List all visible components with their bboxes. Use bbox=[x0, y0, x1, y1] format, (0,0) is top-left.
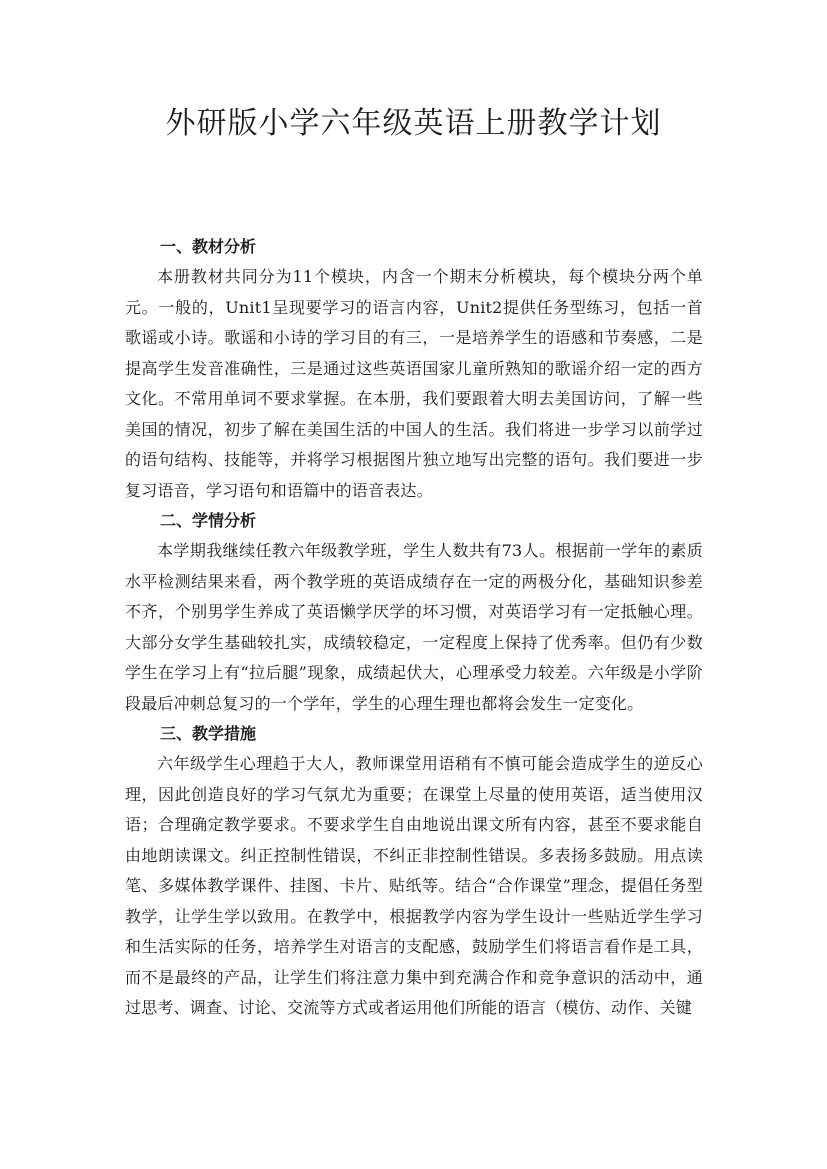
page-title: 外研版小学六年级英语上册教学计划 bbox=[165, 106, 662, 141]
section-heading-textbook-analysis: 一、教材分析 bbox=[160, 237, 257, 256]
document-body bbox=[125, 232, 703, 1024]
section-paragraph-teaching-measures: 六年级学生心理趋于大人，教师课堂用语稍有不慎可能会造成学生的逆反心理，因此创造良好的学习气氛尤为重要；在课堂上尽量的使用英语，适当使用汉语；合理确定教学要求。不要求学生自由地说出课文所有内容，甚至不要求能自由地朗读课文。纠正控制性错误，不纠正非控制性错误。多表扬多鼓励。用点读笔、多媒体教学课件、挂图、卡片、贴纸等。结合“合作课堂”理念，提倡任务型教学，让学生学以致用。在教学中，根据教学内容为学生设计一些贴近学生学习和生活实际的任务，培养学生对语言的支配感，鼓励学生们将语言看作是工具，而不是最终的产品，让学生们将注意力集中到充满合作和竞争意识的活动中，通过思考、调查、讨论、交流等方式或者运用他们所能的语言（模仿、动作、关键 bbox=[125, 754, 703, 1017]
section-heading-teaching-measures: 三、教学措施 bbox=[160, 724, 257, 743]
section-paragraph-student-analysis: 本学期我继续任教六年级教学班，学生人数共有73人。根据前一学年的素质水平检测结果来看，两个教学班的英语成绩存在一定的两极分化，基础知识参差不齐，个别男学生养成了英语懒学厌学的坏习惯，对英语学习有一定抵触心理。大部分女学生基础较扎实，成绩较稳定，一定程度上保持了优秀率。但仍有少数学生在学习上有“拉后腿”现象，成绩起伏大，心理承受力较差。六年级是小学阶段最后冲刺总复习的一个学年，学生的心理生理也都将会发生一定变化。 bbox=[125, 541, 703, 713]
section-heading-student-analysis: 二、学情分析 bbox=[160, 511, 257, 530]
section-paragraph-textbook-analysis: 本册教材共同分为11个模块，内含一个期末分析模块，每个模块分两个单元。一般的，Unit1呈现要学习的语言内容，Unit2提供任务型练习，包括一首歌谣或小诗。歌谣和小诗的学习目的有三，一是培养学生的语感和节奏感，二是提高学生发音准确性，三是通过这些英语国家儿童所熟知的歌谣介绍一定的西方文化。不常用单词不要求掌握。在本册，我们要跟着大明去美国访问，了解一些美国的情况，初步了解在美国生活的中国人的生活。我们将进一步学习以前学过的语句结构、技能等，并将学习根据图片独立地写出完整的语句。我们要进一步复习语音，学习语句和语篇中的语音表达。 bbox=[125, 267, 703, 500]
